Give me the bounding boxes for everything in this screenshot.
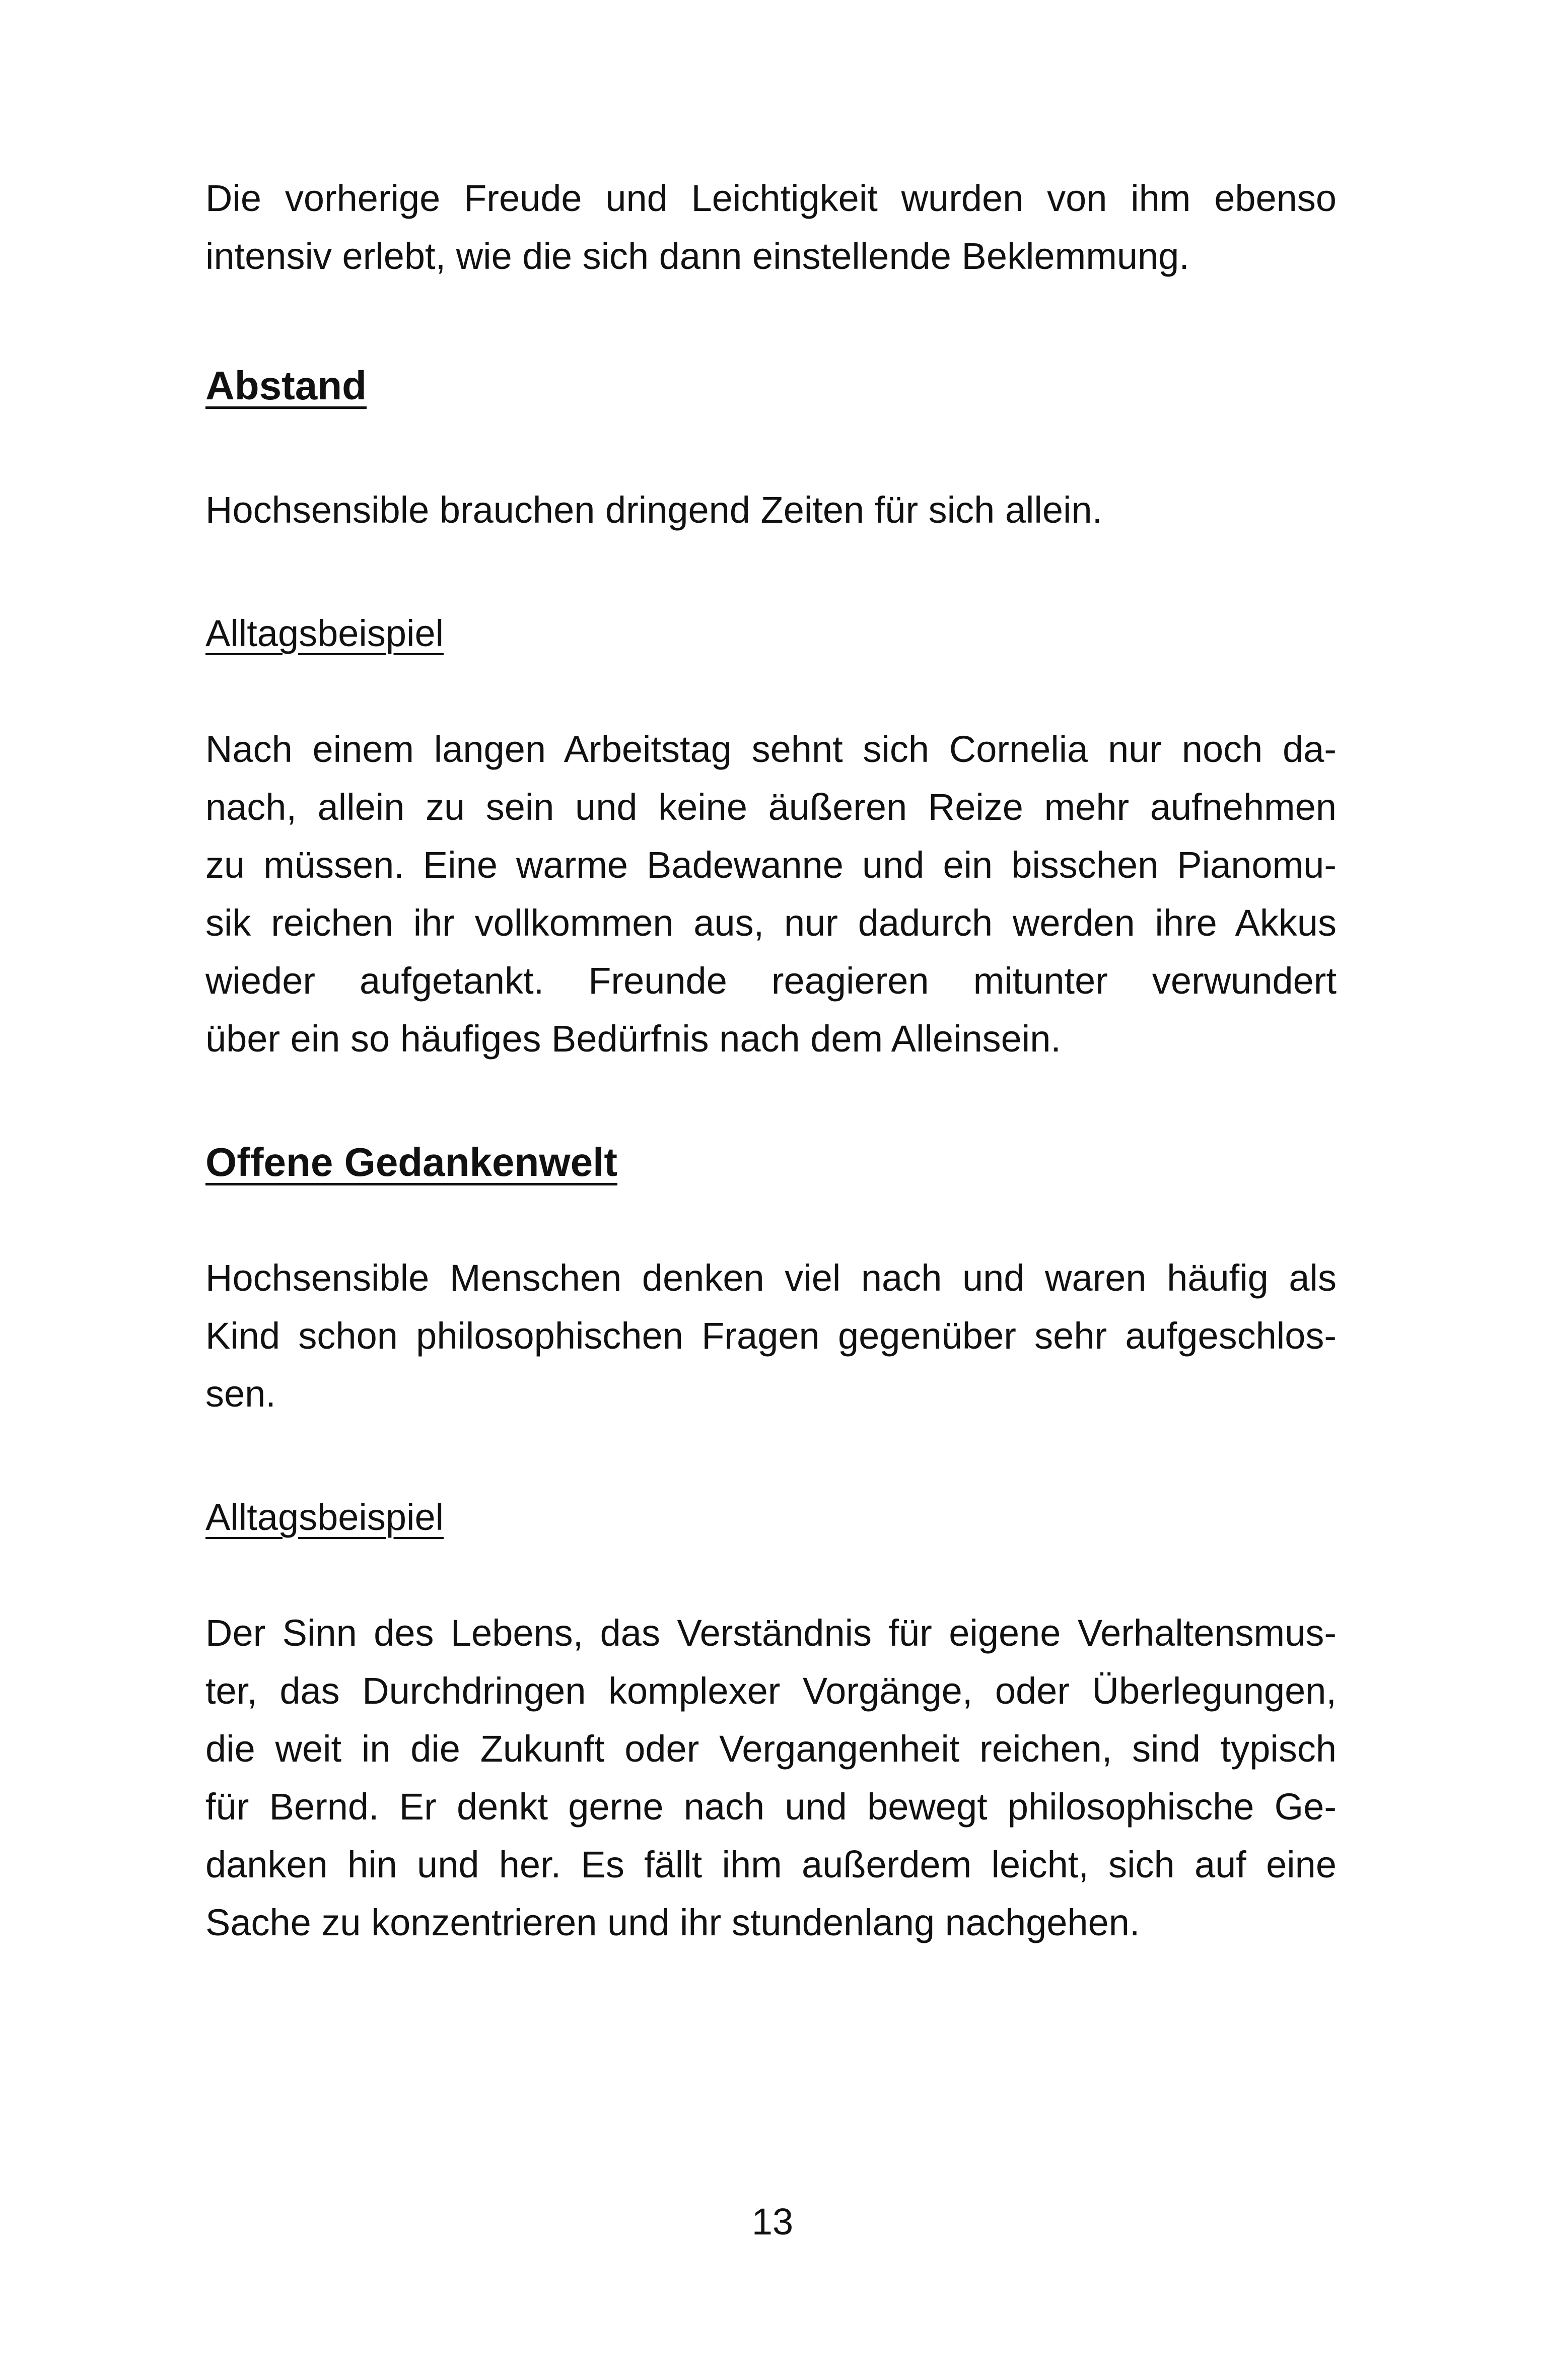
intro-paragraph: [205, 169, 1337, 285]
section-heading-abstand: Abstand: [205, 363, 367, 408]
gedankenwelt-statement: [205, 1249, 1337, 1423]
text-line: Hochsensible brauchen dringend Zeiten für sich allein.: [205, 489, 1103, 531]
text-line: ter, das Durchdringen komplexer Vorgänge, oder Überlegungen,: [205, 1670, 1337, 1712]
text-line: danken hin und her. Es fällt ihm außerdem leicht, sich auf eine: [205, 1844, 1337, 1885]
abstand-statement: [205, 481, 1337, 539]
text-line: Hochsensible Menschen denken viel nach und waren häufig als: [205, 1257, 1337, 1299]
abstand-example-text: [205, 720, 1337, 1068]
gedankenwelt-example-label: Alltagsbeispiel: [205, 1496, 444, 1538]
text-line: für Bernd. Er denkt gerne nach und bewegt philosophische Ge-: [205, 1786, 1337, 1828]
text-line: Nach einem langen Arbeitstag sehnt sich Cornelia nur noch da-: [205, 728, 1337, 770]
text-line: nach, allein zu sein und keine äußeren Reize mehr aufnehmen: [205, 786, 1337, 828]
text-line: Die vorherige Freude und Leichtigkeit wurden von ihm ebenso: [205, 177, 1337, 219]
gedankenwelt-example-text: [205, 1604, 1337, 1951]
text-line: die weit in die Zukunft oder Vergangenheit reichen, sind typisch: [205, 1728, 1337, 1770]
text-line: Der Sinn des Lebens, das Verständnis für eigene Verhaltensmus-: [205, 1612, 1337, 1654]
page-number: 13: [751, 2201, 794, 2243]
abstand-example-label: Alltagsbeispiel: [205, 612, 444, 654]
section-heading-gedankenwelt: Offene Gedankenwelt: [205, 1140, 617, 1184]
text-line: intensiv erlebt, wie die sich dann einstellende Beklemmung.: [205, 235, 1189, 277]
text-line: wieder aufgetankt. Freunde reagieren mitunter verwundert: [205, 960, 1337, 1002]
text-line: Sache zu konzentrieren und ihr stundenlang nachgehen.: [205, 1902, 1140, 1943]
text-line: sen.: [205, 1373, 276, 1415]
text-line: über ein so häufiges Bedürfnis nach dem Alleinsein.: [205, 1018, 1061, 1060]
text-line: zu müssen. Eine warme Badewanne und ein bisschen Pianomu-: [205, 844, 1337, 886]
text-line: sik reichen ihr vollkommen aus, nur dadurch werden ihre Akkus: [205, 902, 1337, 944]
text-line: Kind schon philosophischen Fragen gegenüber sehr aufgeschlos-: [205, 1315, 1337, 1357]
